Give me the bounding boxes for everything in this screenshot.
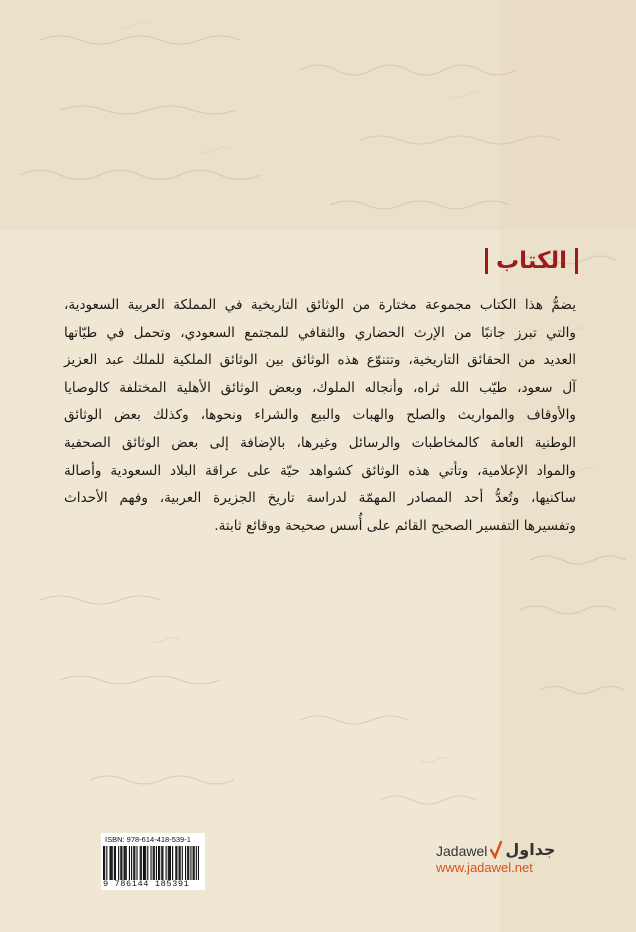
barcode-bar (133, 846, 134, 880)
isbn-barcode (101, 833, 205, 890)
barcode-bar (161, 846, 162, 880)
barcode-bar (172, 846, 173, 880)
barcode-bar (141, 846, 142, 880)
barcode-bar (120, 846, 121, 880)
barcode-bar (154, 846, 155, 880)
description-line: الوطنية العامة كالمخاطبات والرسائل وغيرها، بالإضافة إلى بعض الوثائق الصحفية (64, 434, 576, 451)
heading-bar-right (575, 248, 578, 274)
barcode-bar (179, 846, 180, 880)
description-line: ساكنيها، وتُعدُّ أحد المصادر المهمّة لدراسة تاريخ الجزيرة العربية، وفهم الأحداث (64, 490, 576, 507)
barcode-digits: 9 786144 185391 (103, 879, 190, 889)
barcode-bar (158, 846, 159, 880)
barcode-bar (170, 846, 171, 880)
barcode-bars (103, 846, 199, 880)
barcode-bar (156, 846, 157, 880)
barcode-bar (190, 846, 191, 880)
barcode-bar (198, 846, 199, 880)
barcode-bar (144, 846, 145, 880)
publisher-website: www.jadawel.net (436, 860, 533, 875)
publisher-name-latin: Jadawel (436, 843, 488, 859)
barcode-bar (168, 846, 169, 880)
book-description (64, 292, 576, 540)
barcode-bar (187, 846, 188, 880)
heading-bar-left (485, 248, 488, 274)
description-line: والتي تبرز جانبًا من الإرث الحضاري والثقافي للمجتمع السعودي، وتحمل في طيّاتها (64, 324, 576, 341)
barcode-bar (121, 846, 122, 880)
barcode-bar (131, 846, 132, 880)
description-line: يضمُّ هذا الكتاب مجموعة مختارة من الوثائق التاريخية في المملكة العربية السعودية، (64, 297, 576, 313)
description-line: والأوقاف والمواريث والصلح والهبات والبيع والشراء ونحوها، وكذلك بعض الوثائق (64, 407, 576, 424)
barcode-bar (147, 846, 148, 880)
description-line: آل سعود، طيّب الله ثراه، وأنجاله الملوك، وبعض الوثائق الأهلية المختلفة كالوصايا (64, 379, 576, 396)
barcode-bar (111, 846, 112, 880)
barcode-bar (150, 846, 151, 880)
barcode-bar (162, 846, 163, 880)
barcode-bar (166, 846, 167, 880)
barcode-bar (126, 846, 127, 880)
barcode-bar (140, 846, 141, 880)
barcode-bar (115, 846, 116, 880)
barcode-bar (176, 846, 177, 880)
barcode-bar (103, 846, 104, 880)
barcode-bar (134, 846, 135, 880)
barcode-bar (188, 846, 189, 880)
barcode-bar (185, 846, 186, 880)
publisher-name (436, 840, 568, 859)
barcode-bar (112, 846, 113, 880)
barcode-bar (114, 846, 115, 880)
barcode-bar (136, 846, 137, 880)
barcode-bar (180, 846, 181, 880)
barcode-bar (175, 846, 176, 880)
description-line: والمواد الإعلامية، وتأتي هذه الوثائق كشواهد حيّة على عراقة البلاد السعودية وأصالة (64, 462, 576, 479)
section-heading (485, 248, 578, 274)
description-line: العديد من الحقائق التاريخية، وتتنوّع هذه الوثائق بين الوثائق الملكية للملك عبد العزيز (64, 352, 576, 369)
barcode-bar (194, 846, 195, 880)
barcode-bar (118, 846, 119, 880)
barcode-bar (159, 846, 160, 880)
isbn-label: ISBN: 978-614-418-539-1 (105, 835, 191, 844)
section-title: الكتاب (495, 248, 567, 274)
publisher-name-arabic: جداول (505, 840, 556, 859)
barcode-bar (129, 846, 130, 880)
description-line: وتفسيرها التفسير الصحيح القائم على أُسس صحيحة ووقائع ثابتة. (214, 517, 576, 534)
barcode-bar (193, 846, 194, 880)
barcode-bar (143, 846, 144, 880)
barcode-bar (125, 846, 126, 880)
barcode-bar (106, 846, 107, 880)
barcode-bar (104, 846, 105, 880)
barcode-bar (109, 846, 110, 880)
barcode-bar (169, 846, 170, 880)
publisher-check-icon (490, 841, 502, 859)
barcode-bar (145, 846, 146, 880)
barcode-bar (196, 846, 197, 880)
publisher-logo (436, 840, 568, 875)
barcode-bar (182, 846, 183, 880)
barcode-bar (153, 846, 154, 880)
barcode-bar (123, 846, 124, 880)
